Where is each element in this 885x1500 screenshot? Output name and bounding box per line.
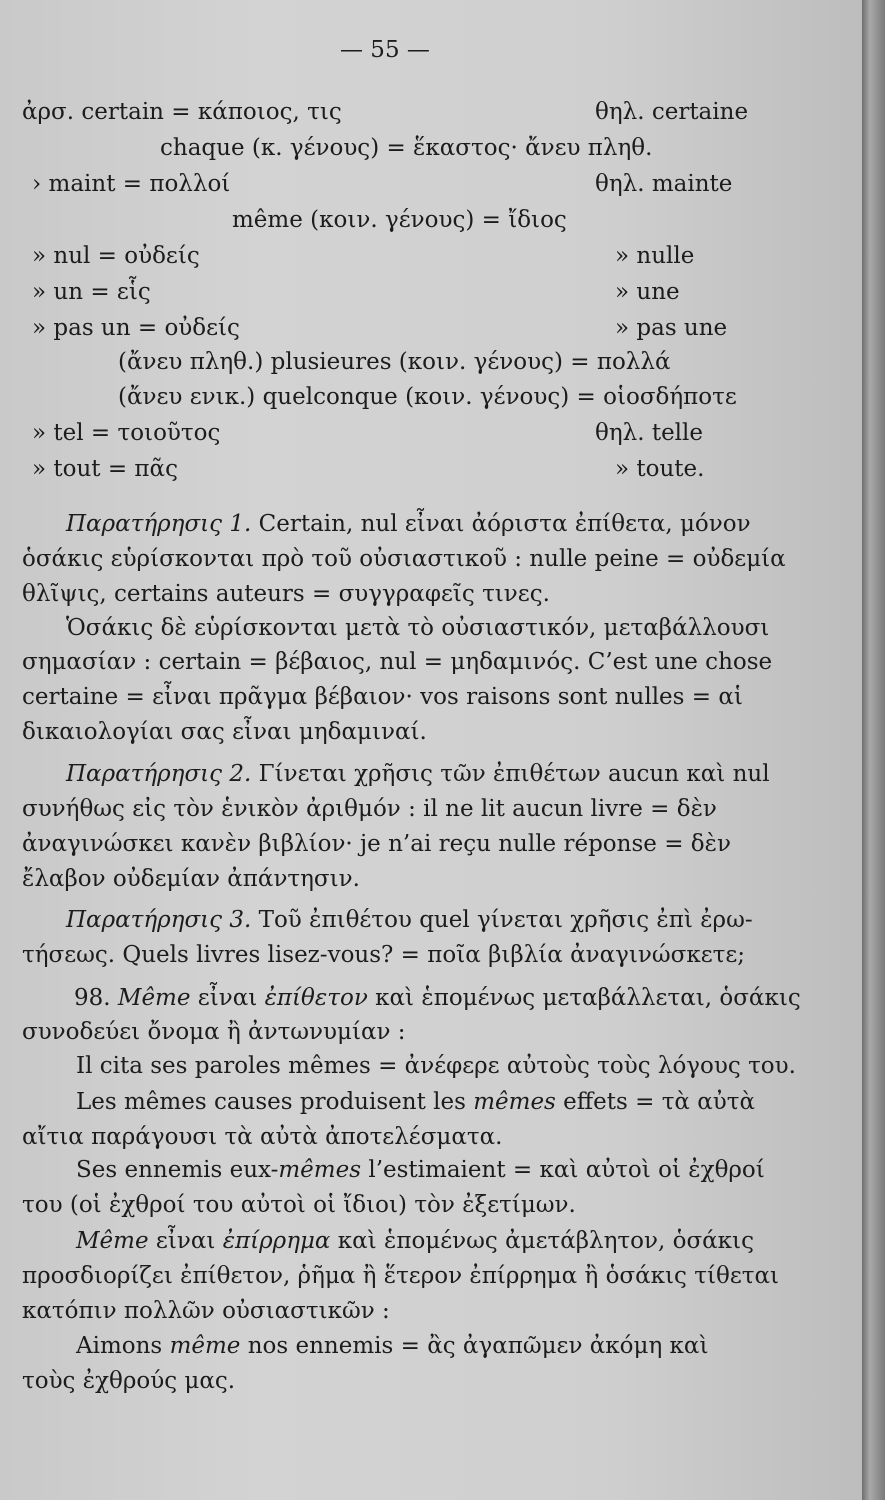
table-row-right: θηλ. mainte [595, 171, 733, 197]
section-line: 98. Même εἶναι ἐπίθετον καὶ ἑπομένως μεταβάλλεται, ὁσάκις [74, 985, 801, 1011]
remark-line [66, 508, 751, 540]
section-line: του (οἱ ἐχθροί του αὐτοὶ οἱ ἴδιοι) τὸν ἐξετίμων. [22, 1192, 576, 1218]
table-row-center: même (κοιν. γένους) = ἴδιος [232, 207, 567, 233]
table-row-left: » nul = οὐδείς [32, 243, 200, 269]
section-line: κατόπιν πολλῶν οὐσιαστικῶν : [22, 1298, 390, 1324]
page-edge [862, 0, 885, 1500]
remark-text: Certain, nul εἶναι ἀόριστα ἐπίθετα, μόνον [251, 511, 751, 537]
remark-text: Γίνεται χρῆσις τῶν ἐπιθέτων aucun καὶ nul [251, 761, 770, 787]
table-row-right: » toute. [615, 456, 705, 482]
section-line: Même εἶναι ἐπίρρημα καὶ ἑπομένως ἀμετάβλητον, ὁσάκις [76, 1228, 754, 1254]
table-row-left: ἀρσ. certain = κάποιος, τις [22, 99, 342, 125]
remark-line: ἔλαβον οὐδεμίαν ἀπάντησιν. [22, 866, 360, 892]
section-line: τοὺς ἐχθρούς μας. [22, 1368, 236, 1394]
remark-line: ἀναγινώσκει κανὲν βιβλίον· je n’ai reçu nulle réponse = δὲν [22, 831, 731, 857]
section-line: Les mêmes causes produisent les mêmes effets = τὰ αὐτὰ [76, 1089, 756, 1115]
table-row-left: » un = εἷς [32, 279, 151, 305]
table-row-right: θηλ. telle [595, 420, 704, 446]
remark-line: συνήθως εἰς τὸν ἑνικὸν ἀριθμόν : il ne lit aucun livre = δὲν [22, 796, 717, 822]
section-line: Ses ennemis eux-mêmes l’estimaient = καὶ αὐτοὶ οἱ ἐχθροί [76, 1157, 765, 1183]
remark-label: Παρατήρησις 1. [66, 511, 252, 537]
remark-label: Παρατήρησις 2. [66, 761, 252, 787]
remark-line: τήσεως. Quels livres lisez-vous? = ποῖα βιβλία ἀναγινώσκετε; [22, 942, 746, 968]
remark-line: σημασίαν : certain = βέβαιος, nul = μηδαμινός. C’est une chose [22, 649, 773, 675]
table-row-left: » tout = πᾶς [32, 456, 178, 482]
section-line: αἴτια παράγουσι τὰ αὐτὰ ἀποτελέσματα. [22, 1124, 503, 1150]
remark-line: ὁσάκις εὑρίσκονται πρὸ τοῦ οὐσιαστικοῦ : nulle peine = οὐδεμία [22, 546, 786, 572]
table-row-left: » tel = τοιοῦτος [32, 420, 221, 446]
remark-line [66, 758, 770, 790]
remark-line: certaine = εἶναι πρᾶγμα βέβαιον· vos raisons sont nulles = αἱ [22, 684, 743, 710]
table-row-center: (ἄνευ πληθ.) plusieures (κοιν. γένους) = πολλά [118, 349, 671, 375]
table-row-right: » nulle [615, 243, 695, 269]
table-row-right: » pas une [615, 315, 728, 341]
remark-line [66, 904, 753, 936]
section-line: συνοδεύει ὄνομα ἢ ἀντωνυμίαν : [22, 1019, 406, 1045]
section-line: προσδιορίζει ἐπίθετον, ῥῆμα ἢ ἕτερον ἐπίρρημα ἢ ὁσάκις τίθεται [22, 1263, 780, 1289]
section-number: 98. [74, 985, 111, 1011]
table-row-center: (ἄνευ ενικ.) quelconque (κοιν. γένους) = οἱοσδήποτε [118, 384, 737, 410]
table-row-right: θηλ. certaine [595, 99, 749, 125]
table-row-left: › maint = πολλοί [32, 171, 231, 197]
section-line: Aimons même nos ennemis = ἂς ἀγαπῶμεν ἀκόμη καὶ [76, 1333, 709, 1359]
remark-label: Παρατήρησις 3. [66, 907, 252, 933]
remark-line: Ὁσάκις δὲ εὑρίσκονται μετὰ τὸ οὐσιαστικόν, μεταβάλλουσι [66, 615, 770, 641]
remark-line: δικαιολογίαι σας εἶναι μηδαμιναί. [22, 719, 427, 745]
table-row-right: » une [615, 279, 680, 305]
remark-line: θλῖψις, certains auteurs = συγγραφεῖς τινες. [22, 581, 550, 607]
table-row-center: chaque (κ. γένους) = ἕκαστος· ἄνευ πληθ. [160, 135, 653, 161]
page-number: — 55 — [340, 37, 430, 63]
table-row-left: » pas un = οὐδείς [32, 315, 240, 341]
section-line: Il cita ses paroles mêmes = ἀνέφερε αὐτοὺς τοὺς λόγους του. [76, 1053, 796, 1079]
remark-text: Τοῦ ἐπιθέτου quel γίνεται χρῆσις ἐπὶ ἐρω- [251, 907, 753, 933]
